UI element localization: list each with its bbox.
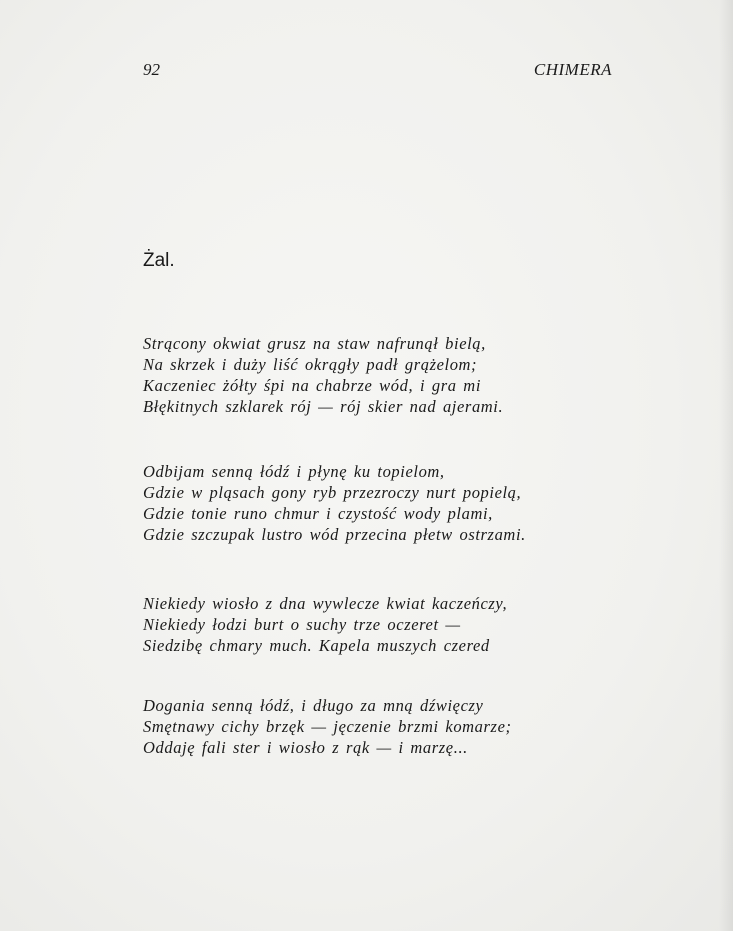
stanza-1 [143, 333, 503, 417]
verse-line: Na skrzek i duży liść okrągły padł grążelom; [143, 355, 478, 374]
verse-line: Niekiedy wiosło z dna wywlecze kwiat kaczeńczy, [143, 594, 508, 613]
verse-line: Oddaję fali ster i wiosło z rąk — i marzę... [143, 738, 468, 757]
verse-line: Niekiedy łodzi burt o suchy trze oczeret — [143, 615, 461, 634]
page-edge-shadow [719, 0, 733, 931]
running-title: CHIMERA [533, 60, 612, 79]
poem-title: Żal. [143, 250, 175, 271]
verse-line: Gdzie w pląsach gony ryb przezroczy nurt popielą, [143, 483, 522, 502]
page-number: 92 [143, 60, 160, 79]
verse-line: Smętnawy cichy brzęk — jęczenie brzmi komarze; [143, 717, 512, 736]
verse-line: Siedzibę chmary much. Kapela muszych czered [143, 636, 490, 655]
stanza-3 [143, 593, 507, 656]
stanza-2 [143, 461, 526, 545]
verse-line: Gdzie tonie runo chmur i czystość wody plami, [143, 504, 493, 523]
verse-line: Strącony okwiat grusz na staw nafrunął bielą, [143, 334, 486, 353]
verse-line: Błękitnych szklarek rój — rój skier nad ajerami. [143, 397, 504, 416]
verse-line: Dogania senną łódź, i długo za mną dźwięczy [143, 696, 484, 715]
verse-line: Kaczeniec żółty śpi na chabrze wód, i gra mi [143, 376, 481, 395]
verse-line: Gdzie szczupak lustro wód przecina płetw ostrzami. [143, 525, 526, 544]
stanza-4 [143, 695, 512, 758]
verse-line: Odbijam senną łódź i płynę ku topielom, [143, 462, 445, 481]
